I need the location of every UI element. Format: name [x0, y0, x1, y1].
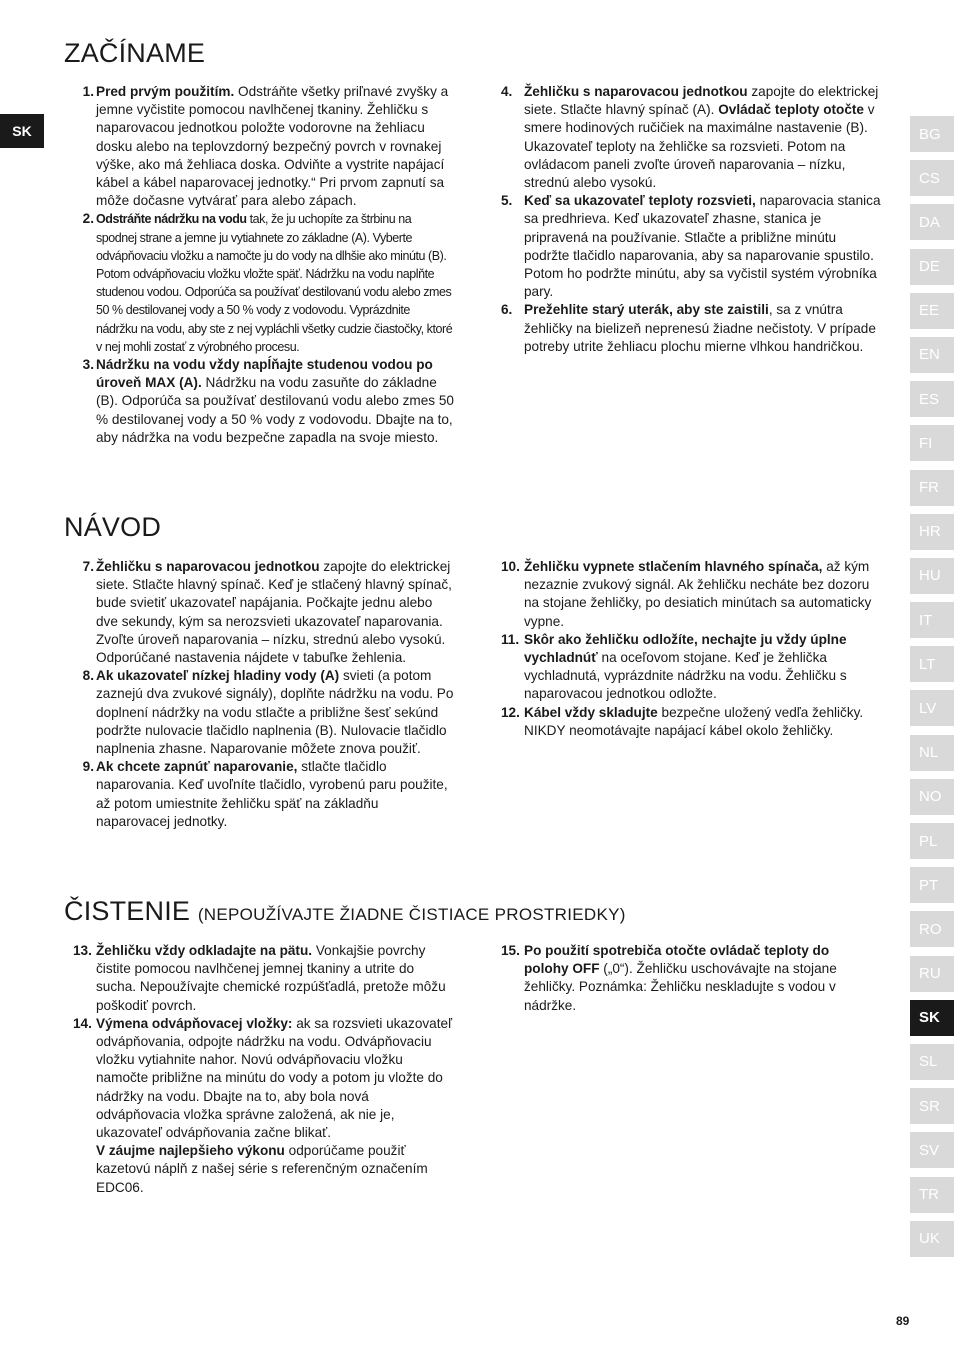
- language-tab-nl[interactable]: NL: [910, 735, 954, 771]
- language-tab-no[interactable]: NO: [910, 779, 954, 815]
- language-tab-sl[interactable]: SL: [910, 1044, 954, 1080]
- language-tab-hu[interactable]: HU: [910, 558, 954, 594]
- section-title-text: ČISTENIE: [64, 896, 191, 926]
- zaciname-right-column: [501, 83, 881, 356]
- list-item: 5. Keď sa ukazovateľ teploty rozsvieti, naparovacia stanica sa predhrieva. Keď ukazovateľ zhasne, stanica je pripravená na používanie. Stlačte a približne minútu podržte tlačidlo naparovania, aby sa naparovanie spustilo. Potom ho podržte minútu, aby sa vyčistil systém výrobníka pary.: [501, 193, 881, 300]
- page-number: 89: [896, 1314, 910, 1328]
- language-tab-ro[interactable]: RO: [910, 911, 954, 947]
- language-tab-en[interactable]: EN: [910, 337, 954, 373]
- language-tab-sv[interactable]: SV: [910, 1132, 954, 1168]
- zaciname-left-column: [64, 83, 454, 447]
- section-subtitle: (NEPOUŽÍVAJTE ŽIADNE ČISTIACE PROSTRIEDKY): [197, 905, 626, 924]
- language-tab-tr[interactable]: TR: [910, 1177, 954, 1213]
- list-item: 2. Odstráňte nádržku na vodu tak, že ju uchopíte za štrbinu na spodnej strane a jemne ju vytiahnete zo základne (A). Vyberte odvápňovaciu vložku a namočte ju do vody na dlhšie ako minútu (B). Potom odvápňovaciu vložku vložte späť. Nádržku na vodu naplňte studenou vodou. Odporúča sa používať destilovanú vodu alebo zmes 50 % destilovanej vody a 50 % vody z vodovodu. Vyprázdnite nádržku na vodu, aby ste z nej vypláchli všetky cudzie čiastočky, ktoré v nej mohli zostať z výrobného procesu.: [82, 211, 453, 354]
- list-item: 1. Pred prvým použitím. Odstráňte všetky priľnavé zvyšky a jemne vyčistite pomocou navlhčenej tkaniny. Žehličku s naparovacou jednotkou položte vodorovne na žehliacu dosku alebo na teplovzdorný bezpečný povrch v rovnakej výške, ako má žehliaca doska. Odviňte a vystrite napájací kábel a kábel naparovacej jednotky.“ Pri prvom zapnutí sa môže dočasne vytvárať para alebo zápach.: [82, 84, 449, 209]
- section-title-zaciname: ZAČÍNAME: [64, 38, 206, 68]
- list-item: 13. Žehličku vždy odkladajte na pätu. Vonkajšie povrchy čistite pomocou navlhčenej jemnej tkaniny a utrite do sucha. Nepoužívajte chemické rozpúšťadlá, pretože môžu poškodiť povrch.: [73, 943, 446, 1013]
- section-title-navod: NÁVOD: [64, 512, 162, 542]
- language-tab-de[interactable]: DE: [910, 249, 954, 285]
- navod-left-column: [64, 558, 454, 831]
- list-item: 3. Nádržku na vodu vždy napĺňajte studenou vodou po úroveň MAX (A). Nádržku na vodu zasuňte do základne (B). Odporúča sa používať destilovanú vodu alebo zmes 50 % destilovanej vody a 50 % vody z vodovodu. Dbajte na to, aby nádržka na vodu bezpečne zapadla na svoje miesto.: [82, 357, 454, 445]
- language-tab-bg[interactable]: BG: [910, 116, 954, 152]
- language-tab-da[interactable]: DA: [910, 204, 954, 240]
- list-item: 15. Po použití spotrebiča otočte ovládač teploty do polohy OFF („0“). Žehličku uschovávajte na stojane žehličky. Poznámka: Žehličku neskladujte s vodou v nádržke.: [501, 943, 837, 1013]
- list-item: 11. Skôr ako žehličku odložíte, nechajte ju vždy úplne vychladnúť na oceľovom stojane. Keď je žehlička vychladnutá, vyprázdnite nádržku na vodu. Žehličku s naparovacou jednotkou odložte.: [501, 631, 847, 702]
- language-side-tab: SK: [0, 114, 44, 148]
- language-tab-uk[interactable]: UK: [910, 1221, 954, 1257]
- list-item: 12. Kábel vždy skladujte bezpečne uložený vedľa žehličky. NIKDY neomotávajte napájací kábel okolo žehličky.: [501, 704, 864, 738]
- language-tabs: [910, 116, 954, 1265]
- list-item: 10. Žehličku vypnete stlačením hlavného spínača, až kým nezaznie zvukový signál. Ak žehličku necháte bez dozoru na stojane žehličky, po desiatich minútach sa automaticky vypne.: [501, 559, 872, 629]
- language-tab-lt[interactable]: LT: [910, 646, 954, 682]
- language-tab-ru[interactable]: RU: [910, 956, 954, 992]
- language-tab-it[interactable]: IT: [910, 602, 954, 638]
- language-tab-fr[interactable]: FR: [910, 470, 954, 506]
- language-tab-pl[interactable]: PL: [910, 823, 954, 859]
- section-title-cistenie: [64, 898, 626, 925]
- language-tab-fi[interactable]: FI: [910, 425, 954, 461]
- list-item: 8. Ak ukazovateľ nízkej hladiny vody (A) svieti (a potom zaznejú dva zvukové signály), doplňte nádržku na vodu. Po doplnení nádržky na vodu stlačte a približne šesť sekúnd podržte nulovacie tlačidlo naplnenia (B). Nulovacie tlačidlo naplnenia zhasne. Naparovanie môžete znova použiť.: [82, 668, 454, 757]
- list-item: 14. Výmena odvápňovacej vložky: ak sa rozsvieti ukazovateľ odvápňovania, odpojte nádržku na vodu. Odvápňovaciu vložku vytiahnite nahor. Novú odvápňovaciu vložku namočte približne na minútu do vody a potom ju vložte do nádržky na vodu. Dbajte na to, aby bola nová odvápňovacia vložka správne založená, ak nie je, ukazovateľ odvápňovania začne blikať. V záujme najlepšieho výkonu odporúčame použiť kazetovú náplň z našej série s referenčným označením EDC06.: [73, 1015, 453, 1195]
- cistenie-right-column: [501, 942, 871, 1015]
- language-tab-sr[interactable]: SR: [910, 1088, 954, 1124]
- language-tab-sk[interactable]: SK: [910, 1000, 954, 1036]
- language-tab-hr[interactable]: HR: [910, 514, 954, 550]
- list-item: 7. Žehličku s naparovacou jednotkou zapojte do elektrickej siete. Stlačte hlavný spínač. Keď je stlačený hlavný spínač, bude svietiť ukazovateľ napájania. Počkajte jednu alebo dve sekundy, kým sa nerozsvieti ukazovateľ naparovania. Zvoľte úroveň naparovania – nízku, strednú alebo vysokú. Odporúčané nastavenia nájdete v tabuľke žehlenia.: [82, 559, 452, 666]
- cistenie-left-column: [73, 942, 455, 1197]
- language-tab-ee[interactable]: EE: [910, 293, 954, 329]
- navod-right-column: [501, 558, 883, 740]
- list-item: 9. Ak chcete zapnúť naparovanie, stlačte tlačidlo naparovania. Keď uvoľníte tlačidlo, vyrobenú paru použite, až potom umiestnite žehličku späť na základňu naparovacej jednotky.: [82, 759, 448, 829]
- language-tab-lv[interactable]: LV: [910, 690, 954, 726]
- language-tab-es[interactable]: ES: [910, 381, 954, 417]
- language-tab-pt[interactable]: PT: [910, 867, 954, 903]
- list-item: 6. Prežehlite starý uterák, aby ste zaistili, sa z vnútra žehličky na bielizeň neprenesú žiadne nečistoty. V prípade potreby utrite žehliacu plochu mierne vlhkou handričkou.: [501, 302, 876, 354]
- language-tab-cs[interactable]: CS: [910, 160, 954, 196]
- list-item: 4. Žehličku s naparovacou jednotkou zapojte do elektrickej siete. Stlačte hlavný spínač (A). Ovládač teploty otočte v smere hodinových ručičiek na maximálne nastavenie (B). Ukazovateľ teploty na žehličke sa rozsvieti. Potom na ovládacom paneli zvoľte úroveň naparovania – nízku, strednú alebo vysokú.: [501, 84, 879, 191]
